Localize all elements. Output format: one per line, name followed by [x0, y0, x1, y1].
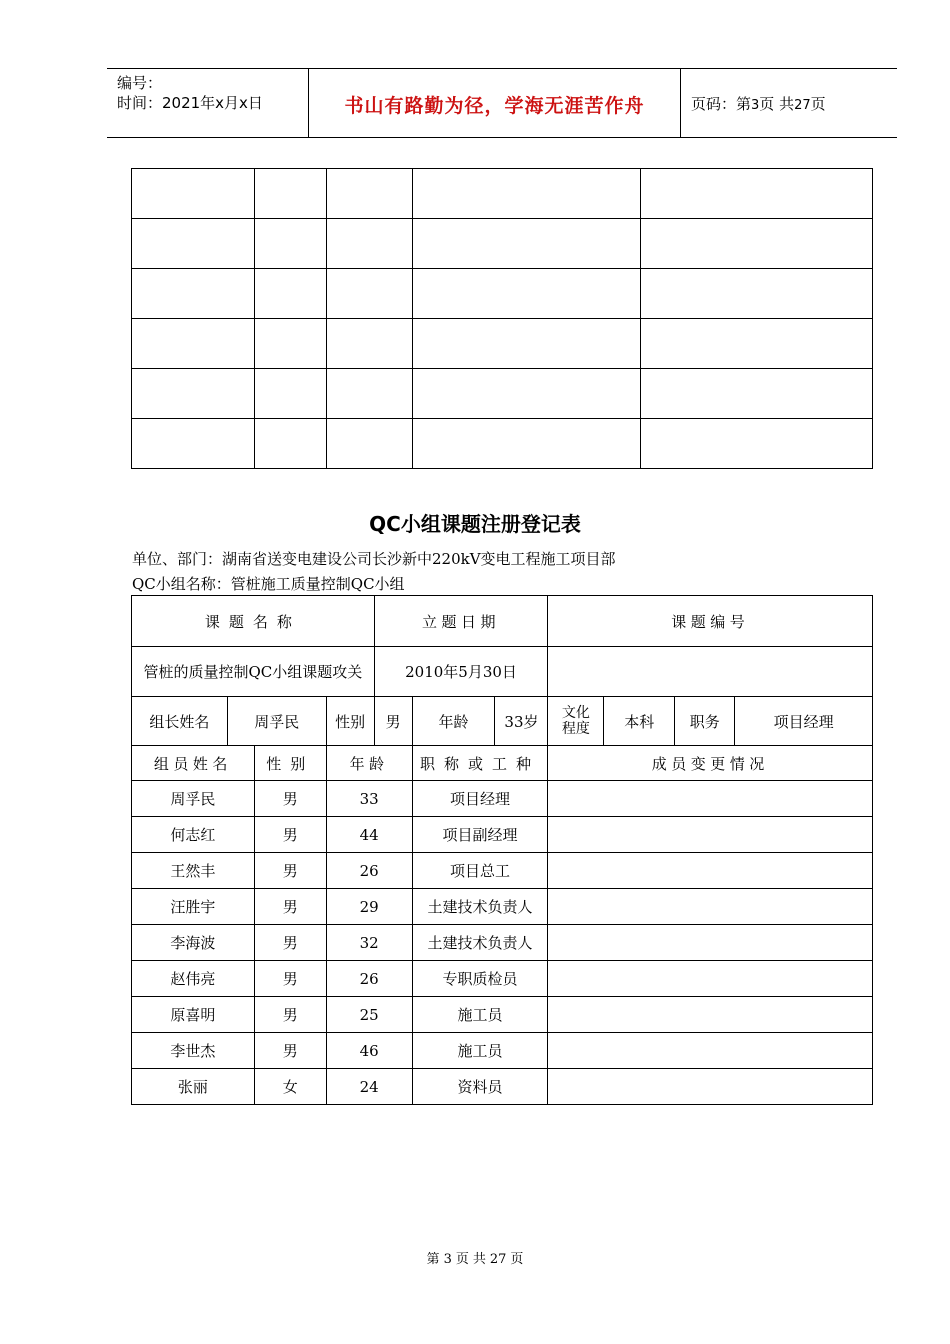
page-footer: 第 3 页 共 27 页	[426, 1252, 524, 1267]
member-job: 土建技术负责人	[412, 925, 548, 961]
blank-row	[132, 169, 873, 219]
member-age: 24	[326, 1069, 412, 1105]
member-name-header: 组员姓名	[132, 746, 255, 781]
blank-cell	[326, 219, 412, 269]
blank-cell	[132, 169, 255, 219]
member-sex: 男	[254, 997, 326, 1033]
topic-no-value	[548, 647, 873, 697]
blank-cell	[254, 369, 326, 419]
leader-title-value: 项目经理	[735, 697, 873, 746]
member-name: 张丽	[132, 1069, 255, 1105]
blank-cell	[641, 369, 873, 419]
leader-name-label: 组长姓名	[132, 697, 228, 746]
header-divider	[680, 69, 681, 137]
blank-row	[132, 419, 873, 469]
member-age: 44	[326, 817, 412, 853]
blank-cell	[254, 169, 326, 219]
blank-cell	[132, 269, 255, 319]
member-change	[548, 817, 873, 853]
blank-cell	[412, 169, 641, 219]
leader-edu-label: 文化 程度	[548, 697, 604, 746]
member-job: 施工员	[412, 1033, 548, 1069]
member-change	[548, 961, 873, 997]
blank-cell	[412, 269, 641, 319]
leader-edu-value: 本科	[604, 697, 675, 746]
blank-cell	[412, 319, 641, 369]
leader-title-label: 职务	[675, 697, 735, 746]
member-header-row	[132, 746, 873, 781]
member-age-header: 年龄	[326, 746, 412, 781]
blank-row	[132, 369, 873, 419]
member-job: 施工员	[412, 997, 548, 1033]
blank-cell	[254, 219, 326, 269]
blank-cell	[412, 369, 641, 419]
blank-cell	[132, 219, 255, 269]
registration-table	[131, 595, 873, 1105]
member-sex: 男	[254, 889, 326, 925]
blank-cell	[412, 419, 641, 469]
member-name: 赵伟亮	[132, 961, 255, 997]
blank-cell	[326, 169, 412, 219]
blank-cell	[326, 269, 412, 319]
member-age: 26	[326, 853, 412, 889]
member-name: 王然丰	[132, 853, 255, 889]
table-row	[132, 997, 873, 1033]
blank-cell	[254, 269, 326, 319]
member-job: 项目副经理	[412, 817, 548, 853]
leader-age-value: 33岁	[495, 697, 548, 746]
leader-name-value: 周孚民	[227, 697, 326, 746]
leader-age-label: 年龄	[412, 697, 495, 746]
leader-sex-value: 男	[374, 697, 412, 746]
member-change	[548, 853, 873, 889]
header-motto: 书山有路勤为径，学海无涯苦作舟	[344, 95, 645, 117]
group-name-line: QC小组名称：管桩施工质量控制QC小组	[132, 575, 405, 593]
member-job: 项目经理	[412, 781, 548, 817]
topic-header-row	[132, 596, 873, 647]
leader-row	[132, 697, 873, 746]
member-sex-header: 性别	[254, 746, 326, 781]
member-job-header: 职称或工种	[412, 746, 548, 781]
member-change	[548, 925, 873, 961]
table-row	[132, 961, 873, 997]
blank-cell	[132, 319, 255, 369]
form-title: QC小组课题注册登记表	[369, 512, 581, 536]
table-row	[132, 1069, 873, 1105]
blank-table	[131, 168, 873, 469]
member-age: 25	[326, 997, 412, 1033]
member-sex: 男	[254, 925, 326, 961]
header-page-total: 27	[794, 98, 811, 113]
table-row	[132, 1033, 873, 1069]
member-job: 专职质检员	[412, 961, 548, 997]
blank-cell	[326, 319, 412, 369]
member-sex: 女	[254, 1069, 326, 1105]
member-sex: 男	[254, 817, 326, 853]
table-row	[132, 925, 873, 961]
blank-cell	[641, 419, 873, 469]
member-sex: 男	[254, 1033, 326, 1069]
blank-cell	[641, 269, 873, 319]
member-sex: 男	[254, 781, 326, 817]
blank-row	[132, 319, 873, 369]
blank-cell	[641, 169, 873, 219]
table-row	[132, 781, 873, 817]
member-change	[548, 781, 873, 817]
header-page-num: 3	[751, 98, 760, 113]
blank-cell	[641, 219, 873, 269]
member-age: 32	[326, 925, 412, 961]
topic-row	[132, 647, 873, 697]
table-row	[132, 889, 873, 925]
blank-cell	[641, 319, 873, 369]
leader-sex-label: 性别	[326, 697, 374, 746]
blank-cell	[254, 419, 326, 469]
member-age: 33	[326, 781, 412, 817]
member-name: 原喜明	[132, 997, 255, 1033]
member-name: 汪胜宇	[132, 889, 255, 925]
blank-row	[132, 219, 873, 269]
member-age: 26	[326, 961, 412, 997]
member-age: 29	[326, 889, 412, 925]
table-row	[132, 853, 873, 889]
topic-date-header: 立题日期	[374, 596, 548, 647]
blank-row	[132, 269, 873, 319]
header-page-info: 页码：第3页 共27页	[691, 95, 826, 113]
time-label: 时间：2021年x月x日	[117, 94, 263, 112]
member-name: 周孚民	[132, 781, 255, 817]
member-name: 李世杰	[132, 1033, 255, 1069]
member-change	[548, 1069, 873, 1105]
footer-page-num: 3	[443, 1252, 452, 1267]
topic-name-header: 课题名称	[132, 596, 375, 647]
member-job: 项目总工	[412, 853, 548, 889]
member-change	[548, 889, 873, 925]
unit-line: 单位、部门：湖南省送变电建设公司长沙新中220kV变电工程施工项目部	[132, 550, 616, 568]
member-sex: 男	[254, 961, 326, 997]
blank-cell	[326, 419, 412, 469]
blank-cell	[254, 319, 326, 369]
member-sex: 男	[254, 853, 326, 889]
member-rows	[132, 781, 873, 1105]
member-job: 资料员	[412, 1069, 548, 1105]
member-name: 李海波	[132, 925, 255, 961]
topic-name-value: 管桩的质量控制QC小组课题攻关	[132, 647, 375, 697]
member-change-header: 成员变更情况	[548, 746, 873, 781]
page-header	[107, 68, 897, 138]
header-meta	[117, 73, 263, 113]
table-row	[132, 817, 873, 853]
topic-date-value: 2010年5月30日	[374, 647, 548, 697]
member-change	[548, 997, 873, 1033]
blank-cell	[412, 219, 641, 269]
blank-cell	[132, 419, 255, 469]
member-name: 何志红	[132, 817, 255, 853]
code-label: 编号：	[117, 74, 163, 92]
topic-no-header: 课题编号	[548, 596, 873, 647]
member-age: 46	[326, 1033, 412, 1069]
member-change	[548, 1033, 873, 1069]
footer-page-total: 27	[489, 1252, 507, 1267]
member-job: 土建技术负责人	[412, 889, 548, 925]
blank-cell	[326, 369, 412, 419]
blank-cell	[132, 369, 255, 419]
